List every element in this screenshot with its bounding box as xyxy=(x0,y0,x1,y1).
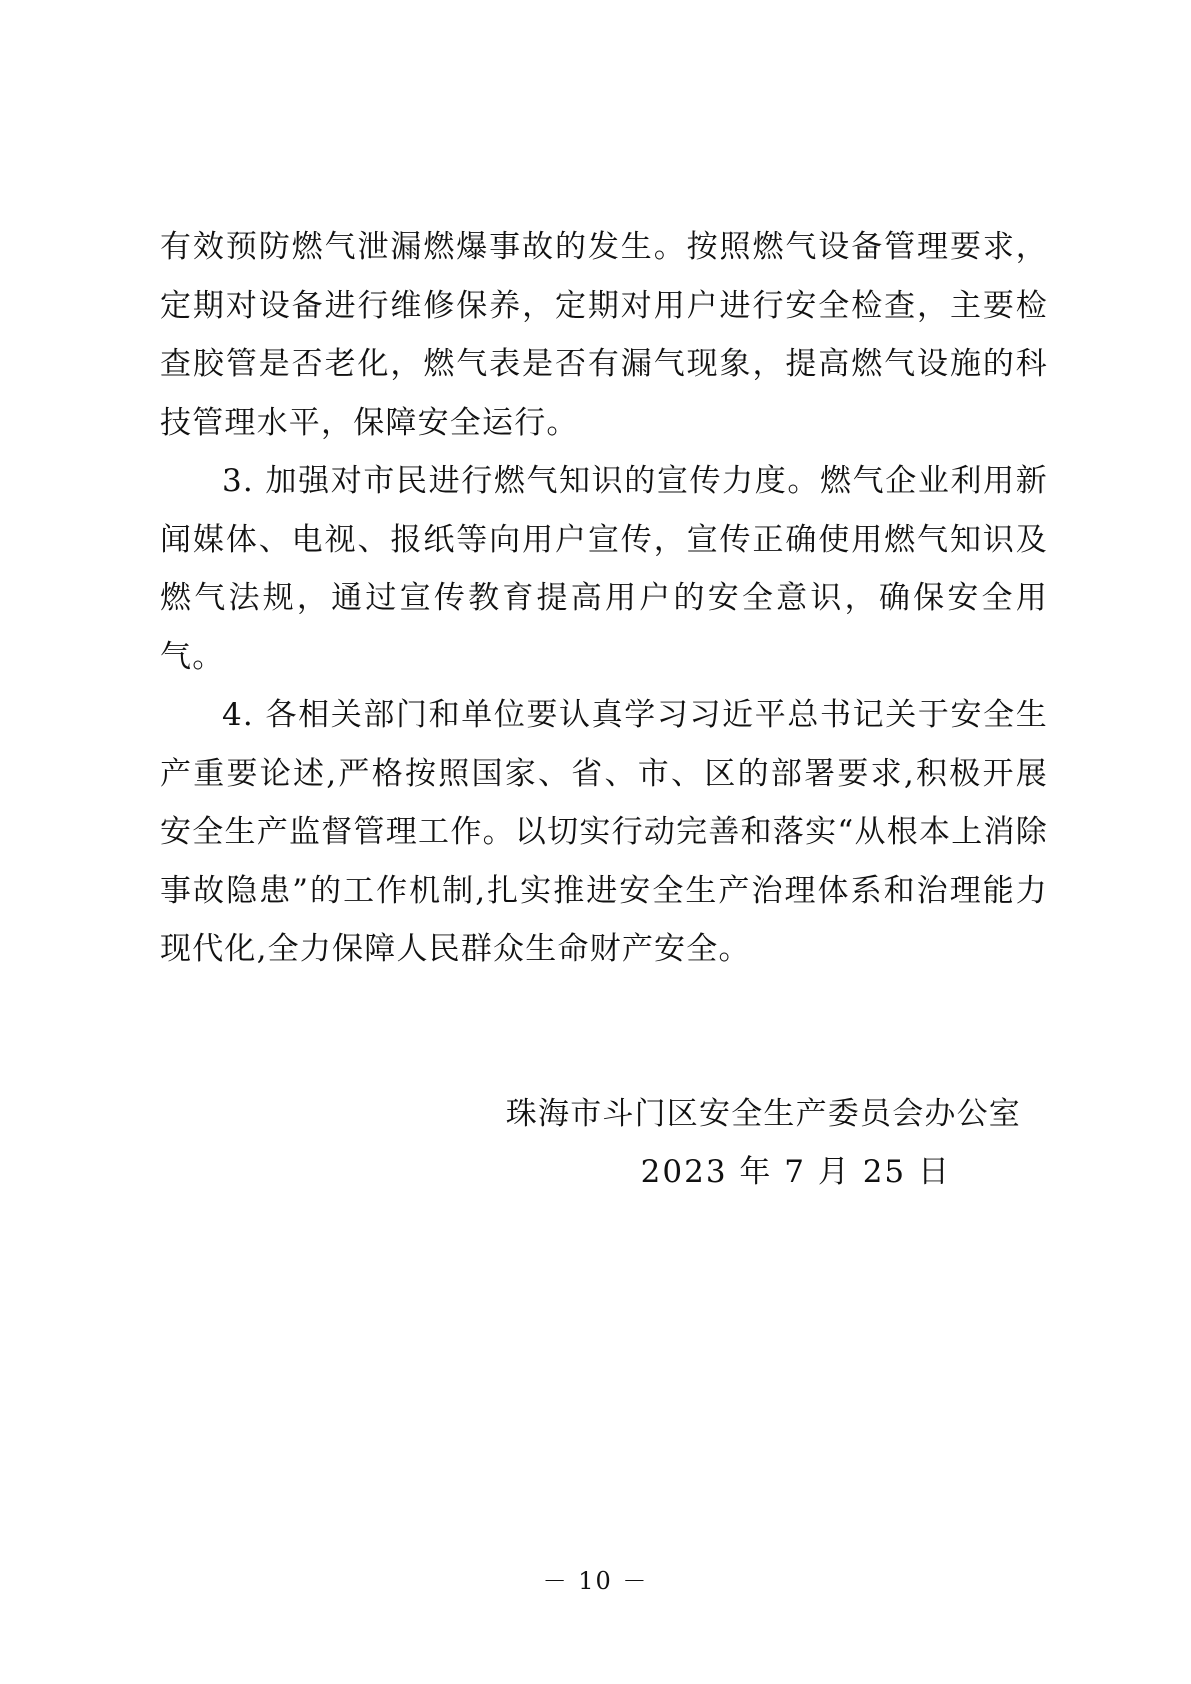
paragraph-continuation: 有效预防燃气泄漏燃爆事故的发生。按照燃气设备管理要求，定期对设备进行维修保养，定期对用户进行安全检查，主要检查胶管是否老化，燃气表是否有漏气现象，提高燃气设施的科技管理水平，保障安全运行。 xyxy=(160,229,1048,441)
paragraph-item-4: 4. 各相关部门和单位要认真学习习近平总书记关于安全生产重要论述,严格按照国家、省、市、区的部署要求,积极开展安全生产监督管理工作。以切实行动完善和落实“从根本上消除事故隐患”的工作机制,扎实推进安全生产治理体系和治理能力现代化,全力保障人民群众生命财产安全。 xyxy=(160,697,1048,967)
signature-date: 2023 年 7 月 25 日 xyxy=(640,1154,951,1190)
body-text xyxy=(160,218,1048,979)
paragraph-item-3: 3. 加强对市民进行燃气知识的宣传力度。燃气企业利用新闻媒体、电视、报纸等向用户宣传，宣传正确使用燃气知识及燃气法规，通过宣传教育提高用户的安全意识，确保安全用气。 xyxy=(160,463,1048,675)
page-number: － 10 － xyxy=(542,1567,649,1595)
signature-organization: 珠海市斗门区安全生产委员会办公室 xyxy=(505,1096,1021,1132)
